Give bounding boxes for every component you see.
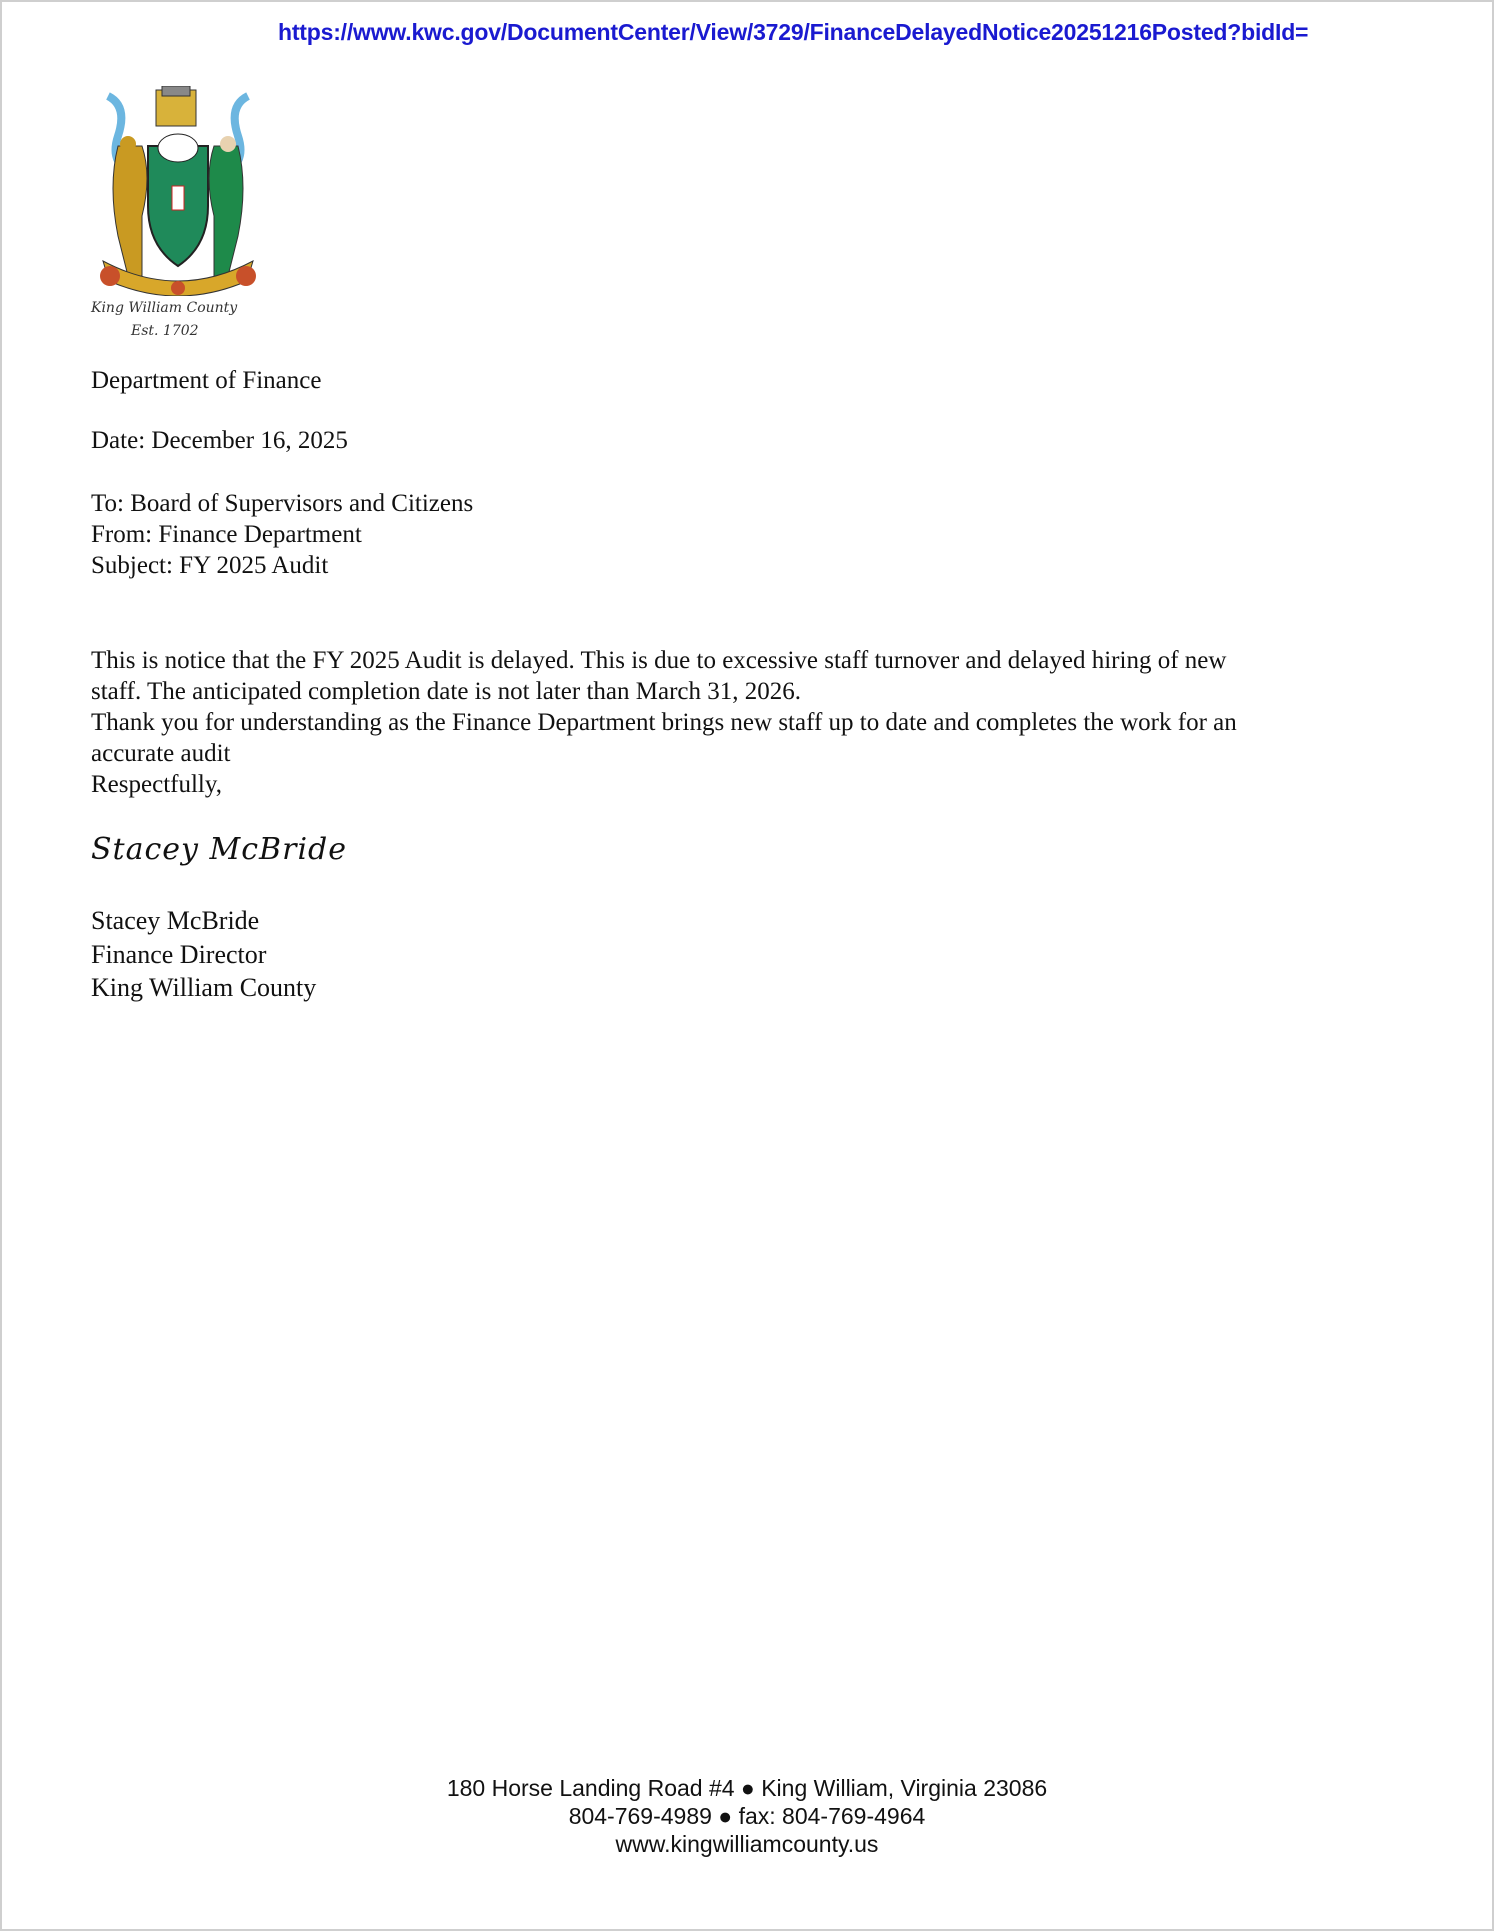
memo-subject: Subject: FY 2025 Audit	[91, 552, 329, 579]
memo-from: From: Finance Department	[91, 521, 362, 548]
body-line: This is notice that the FY 2025 Audit is delayed. This is due to excessive staff turnover and delayed hiring of new	[91, 647, 1227, 674]
body-line: Thank you for understanding as the Finance Department brings new staff up to date and completes the work for an	[91, 709, 1237, 736]
signer-title: Finance Director	[91, 940, 267, 969]
logo-county-name: King William County	[91, 300, 238, 316]
signer-org: King William County	[91, 973, 317, 1002]
footer-website[interactable]: www.kingwilliamcounty.us	[615, 1831, 879, 1857]
signer-name: Stacey McBride	[91, 906, 260, 935]
body-line: accurate audit	[91, 740, 231, 767]
closing: Respectfully,	[91, 771, 222, 798]
county-seal-logo	[88, 86, 268, 296]
footer-address: 180 Horse Landing Road #4 ● King William, Virginia 23086	[446, 1775, 1048, 1801]
footer-phone: 804-769-4989 ● fax: 804-769-4964	[568, 1803, 926, 1829]
memo-date: Date: December 16, 2025	[91, 427, 348, 454]
department-heading: Department of Finance	[91, 367, 322, 394]
body-line: staff. The anticipated completion date is not later than March 31, 2026.	[91, 678, 801, 705]
logo-established: Est. 1702	[131, 323, 199, 339]
signature: Stacey McBride	[91, 832, 347, 867]
document-url[interactable]: https://www.kwc.gov/DocumentCenter/View/3729/FinanceDelayedNotice20251216Posted?bidId=	[278, 19, 1309, 45]
memo-to: To: Board of Supervisors and Citizens	[91, 490, 474, 517]
